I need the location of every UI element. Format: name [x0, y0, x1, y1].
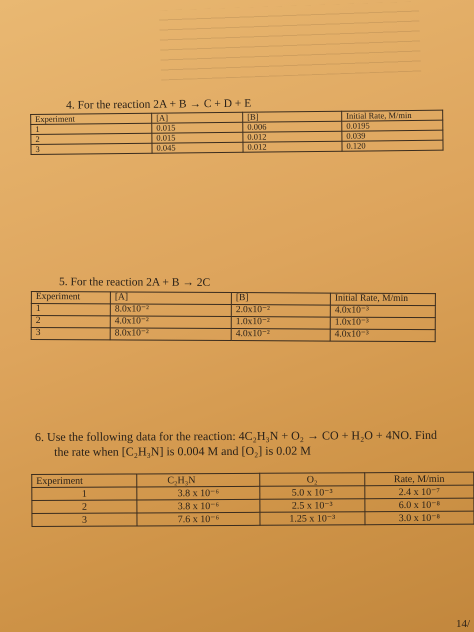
table-row: 1 8.0x10⁻² 2.0x10⁻² 4.0x10⁻³ [31, 304, 435, 318]
table-row: 1 0.015 0.006 0.0195 [31, 120, 443, 134]
question-6-title: 6. Use the following data for the reaction: 4C₂H₃N + O₂ → CO + H₂O + 4NO. Find the rate when [C₂H₃N] is 0.004 M and [O₂] is 0.02 M [34, 427, 438, 459]
table-row: 3 8.0x10⁻² 4.0x10⁻² 4.0x10⁻³ [31, 328, 435, 342]
table-row: 2 3.8 x 10⁻⁶ 2.5 x 10⁻³ 6.0 x 10⁻⁸ [32, 498, 474, 513]
question-5-title: 5. For the reaction 2A + B → 2C [58, 276, 211, 289]
question-4-title: 4. For the reaction 2A + B → C + D + E [65, 97, 252, 112]
table-row: 2 4.0x10⁻² 1.0x10⁻² 1.0x10⁻³ [31, 316, 435, 330]
table-header-row: Experiment [A] [B] Initial Rate, M/min [31, 110, 443, 124]
question-6 [31, 428, 474, 527]
question-4-table [30, 110, 443, 155]
table-row: 2 0.015 0.012 0.039 [31, 130, 443, 144]
bleed-through-text [159, 1, 421, 80]
table-row: 3 0.045 0.012 0.120 [31, 140, 443, 154]
table-header-row: Experiment [A] [B] Initial Rate, M/min [31, 292, 435, 306]
table-row: 3 7.6 x 10⁻⁶ 1.25 x 10⁻³ 3.0 x 10⁻⁸ [32, 511, 474, 526]
question-5-table [31, 291, 436, 342]
table-header-row: Experiment C₂H₃N O₂ Rate, M/min [32, 472, 474, 487]
table-row: 1 3.8 x 10⁻⁶ 5.0 x 10⁻³ 2.4 x 10⁻⁷ [32, 485, 474, 500]
question-6-table [31, 472, 474, 527]
page-number: 14/ [455, 618, 470, 630]
question-4 [30, 96, 444, 155]
question-5 [31, 276, 436, 342]
